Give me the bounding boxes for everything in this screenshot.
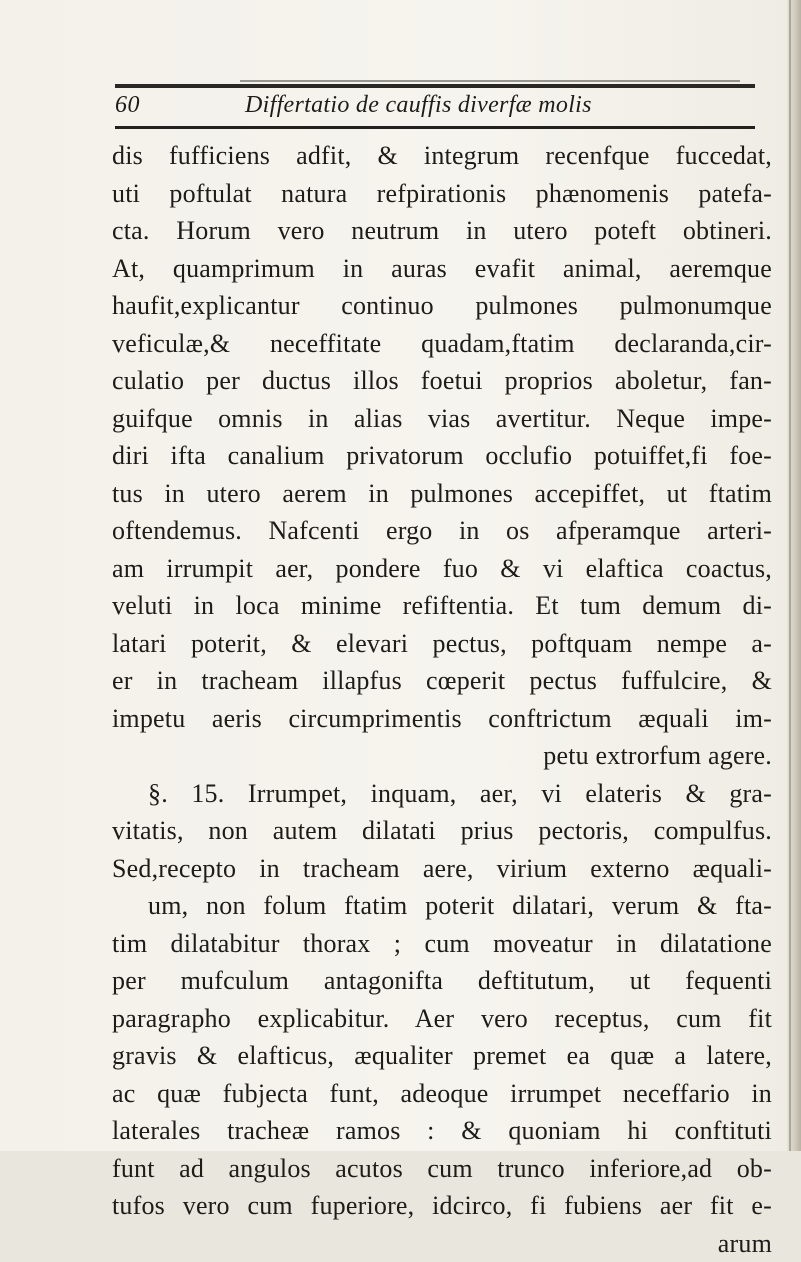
body-text — [112, 137, 772, 1262]
text-line: er in tracheam illapfus cœperit pectus fuffulcire, & — [112, 662, 772, 700]
text-line: culatio per ductus illos foetui proprios aboletur, fan- — [112, 362, 772, 400]
text-line: veluti in loca minime refiftentia. Et tum demum di- — [112, 587, 772, 625]
text-line: At, quamprimum in auras evafit animal, aeremque — [112, 250, 772, 288]
text-line: um, non folum ftatim poterit dilatari, verum & fta- — [112, 887, 772, 925]
text-line: funt ad angulos acutos cum trunco inferiore,ad ob- — [112, 1150, 772, 1188]
text-line: latari poterit, & elevari pectus, poftquam nempe a- — [112, 625, 772, 663]
text-line: dis fufficiens adfit, & integrum recenfque fuccedat, — [112, 137, 772, 175]
text-line: cta. Horum vero neutrum in utero poteft obtineri. — [112, 212, 772, 250]
text-line: paragrapho explicabitur. Aer vero receptus, cum fit — [112, 1000, 772, 1038]
text-line: impetu aeris circumprimentis conftrictum æquali im- — [112, 700, 772, 738]
text-line: per mufculum antagonifta deftitutum, ut fequenti — [112, 962, 772, 1000]
top-rule — [115, 84, 755, 88]
text-line: diri ifta canalium privatorum occlufio potuiffet,fi foe- — [112, 437, 772, 475]
text-line: vitatis, non autem dilatati prius pectoris, compulfus. — [112, 812, 772, 850]
top-rule-faint — [240, 80, 740, 82]
page-header — [115, 92, 765, 124]
text-line: oftendemus. Nafcenti ergo in os afperamque arteri- — [112, 512, 772, 550]
text-line: tus in utero aerem in pulmones accepiffet, ut ftatim — [112, 475, 772, 513]
text-line: gravis & elafticus, æqualiter premet ea quæ a latere, — [112, 1037, 772, 1075]
running-title: Differtatio de cauffis diverfæ molis — [245, 92, 592, 119]
text-line: §. 15. Irrumpet, inquam, aer, vi elateris & gra- — [112, 775, 772, 813]
text-line: guifque omnis in alias vias avertitur. Neque impe- — [112, 400, 772, 438]
text-line: veficulæ,& neceffitate quadam,ftatim declaranda,cir- — [112, 325, 772, 363]
text-line: Sed,recepto in tracheam aere, virium externo æquali- — [112, 850, 772, 888]
text-line: uti poftulat natura refpirationis phænomenis patefa- — [112, 175, 772, 213]
text-line: haufit,explicantur continuo pulmones pulmonumque — [112, 287, 772, 325]
text-line: ac quæ fubjecta funt, adeoque irrumpet neceffario in — [112, 1075, 772, 1113]
text-line: tim dilatabitur thorax ; cum moveatur in dilatatione — [112, 925, 772, 963]
text-line: petu extrorfum agere. — [112, 737, 772, 775]
catchword: arum — [112, 1225, 772, 1262]
text-line: tufos vero cum fuperiore, idcirco, fi fubiens aer fit e- — [112, 1187, 772, 1225]
page-edge-line — [789, 0, 791, 1151]
page-number: 60 — [115, 92, 140, 119]
text-line: am irrumpit aer, pondere fuo & vi elaftica coactus, — [112, 550, 772, 588]
header-rule — [115, 126, 755, 129]
text-line: laterales tracheæ ramos : & quoniam hi conftituti — [112, 1112, 772, 1150]
